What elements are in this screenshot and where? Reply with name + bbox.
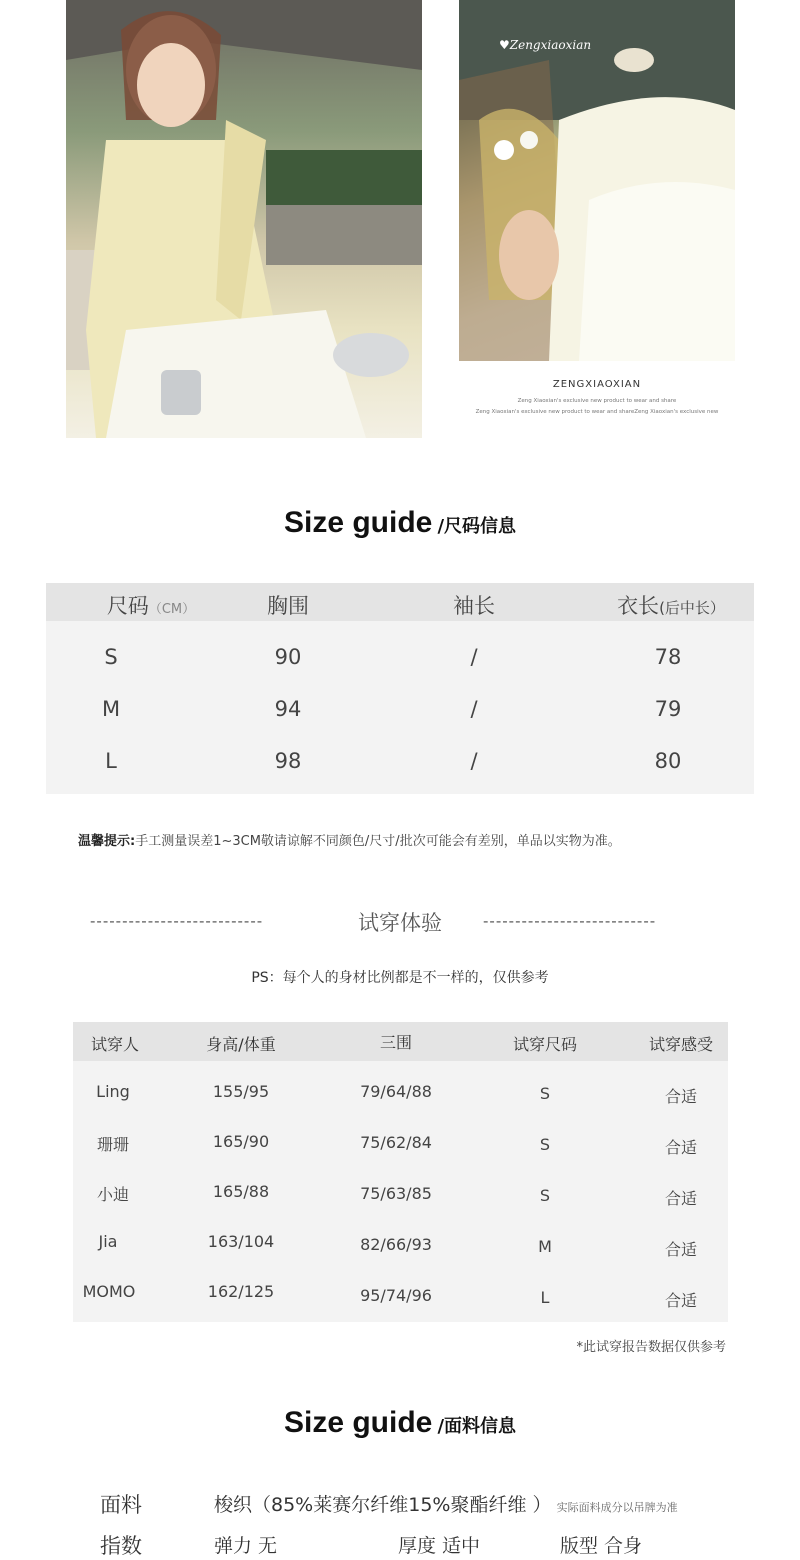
tester-size: S <box>539 1135 551 1154</box>
header-length-label: 衣长 <box>617 594 660 618</box>
header-size-label: 尺码 <box>106 594 149 618</box>
tester-name: Jia <box>98 1232 118 1251</box>
tester-name: Ling <box>96 1082 130 1101</box>
tester-height-weight: 155/95 <box>212 1082 270 1101</box>
fabric-note: 实际面料成分以吊牌为准 <box>556 1501 678 1514</box>
header-size-unit: （CM） <box>148 602 196 617</box>
size-table-header <box>46 583 754 621</box>
tester-feeling: 合适 <box>664 1189 697 1208</box>
try-on-table <box>73 1022 728 1322</box>
fabric-guide-title: Size guide <box>283 1406 433 1439</box>
header-sleeve: 袖长 <box>453 594 495 618</box>
try-on-title: 试穿体验 <box>358 911 442 935</box>
chest-cell: 98 <box>274 749 302 773</box>
try-on-footnote: *此试穿报告数据仅供参考 <box>576 1340 726 1355</box>
length-cell: 80 <box>654 749 682 773</box>
tester-name: MOMO <box>82 1282 136 1301</box>
divider-dashes-left: --------------------------- <box>90 912 264 930</box>
size-cell: M <box>101 697 121 721</box>
size-cell: L <box>105 749 117 773</box>
tester-size: S <box>539 1186 551 1205</box>
tester-name: 小迪 <box>96 1185 129 1204</box>
fabric-composition <box>214 1490 678 1517</box>
index-label: 指数 <box>100 1534 142 1558</box>
tester-size: S <box>539 1084 551 1103</box>
tester-measurements: 95/74/96 <box>360 1286 432 1305</box>
header-height-weight: 身高/体重 <box>206 1035 276 1054</box>
tester-height-weight: 165/90 <box>212 1132 270 1151</box>
header-length-note: (后中长） <box>659 599 725 617</box>
tester-size: M <box>538 1237 552 1256</box>
tester-size: L <box>540 1288 550 1307</box>
size-guide-heading <box>0 506 800 540</box>
note-text: 手工测量误差1~3CM敬请谅解不同颜色/尺寸/批次可能会有差别，单品以实物为准。 <box>135 834 621 849</box>
product-photo-detail <box>459 0 735 361</box>
tester-height-weight: 162/125 <box>207 1282 275 1301</box>
elasticity-value: 弹力 无 <box>214 1535 278 1557</box>
measurement-note <box>78 830 621 849</box>
detail-illustration <box>459 0 735 361</box>
tester-feeling: 合适 <box>664 1240 697 1259</box>
photo-brand-watermark: ♥Zengxiaoxian <box>499 38 592 52</box>
size-guide-subtitle: /尺码信息 <box>437 516 517 537</box>
header-size <box>76 590 226 620</box>
tester-measurements: 79/64/88 <box>360 1082 432 1101</box>
tester-measurements: 75/63/85 <box>360 1184 432 1203</box>
fabric-value: 梭织（85%莱赛尔纤维15%聚酯纤维 ） <box>214 1494 552 1516</box>
header-tester: 试穿人 <box>90 1035 139 1054</box>
brand-caption-line: Zeng Xiaoxian's exclusive new product to wear and share <box>517 398 677 404</box>
tester-height-weight: 165/88 <box>212 1182 270 1201</box>
header-feeling: 试穿感受 <box>648 1035 713 1054</box>
fabric-label: 面料 <box>100 1493 142 1517</box>
tester-feeling: 合适 <box>664 1291 697 1310</box>
size-guide-title: Size guide <box>283 506 433 539</box>
brand-caption-title: ZENGXIAOXIAN <box>552 379 642 390</box>
model-illustration <box>66 0 422 438</box>
size-cell: S <box>104 645 118 669</box>
header-chest: 胸围 <box>267 594 309 618</box>
tester-measurements: 82/66/93 <box>360 1235 432 1254</box>
note-label: 温馨提示: <box>78 834 136 849</box>
size-table <box>46 583 754 794</box>
thickness-value: 厚度 适中 <box>398 1535 481 1557</box>
chest-cell: 90 <box>274 645 302 669</box>
fabric-guide-subtitle: /面料信息 <box>437 1416 517 1437</box>
sleeve-cell: / <box>470 645 478 669</box>
sleeve-cell: / <box>470 697 478 721</box>
fabric-guide-heading <box>0 1406 800 1440</box>
tester-feeling: 合适 <box>664 1087 697 1106</box>
brand-caption-line: Zeng Xiaoxian's exclusive new product to wear and shareZeng Xiaoxian's exclusive new <box>475 409 719 415</box>
fit-value: 版型 合身 <box>560 1535 643 1557</box>
divider-dashes-right: --------------------------- <box>483 912 657 930</box>
try-on-ps: PS：每个人的身材比例都是不一样的，仅供参考 <box>251 970 549 986</box>
product-photo-model <box>66 0 422 438</box>
header-measurements: 三围 <box>379 1033 412 1052</box>
try-on-table-header <box>73 1022 728 1061</box>
tester-name: 珊珊 <box>96 1135 129 1154</box>
sleeve-cell: / <box>470 749 478 773</box>
chest-cell: 94 <box>274 697 302 721</box>
length-cell: 79 <box>654 697 682 721</box>
header-length <box>596 590 746 620</box>
tester-height-weight: 163/104 <box>207 1232 275 1251</box>
header-try-size: 试穿尺码 <box>512 1035 577 1054</box>
length-cell: 78 <box>654 645 682 669</box>
tester-feeling: 合适 <box>664 1138 697 1157</box>
tester-measurements: 75/62/84 <box>360 1133 432 1152</box>
